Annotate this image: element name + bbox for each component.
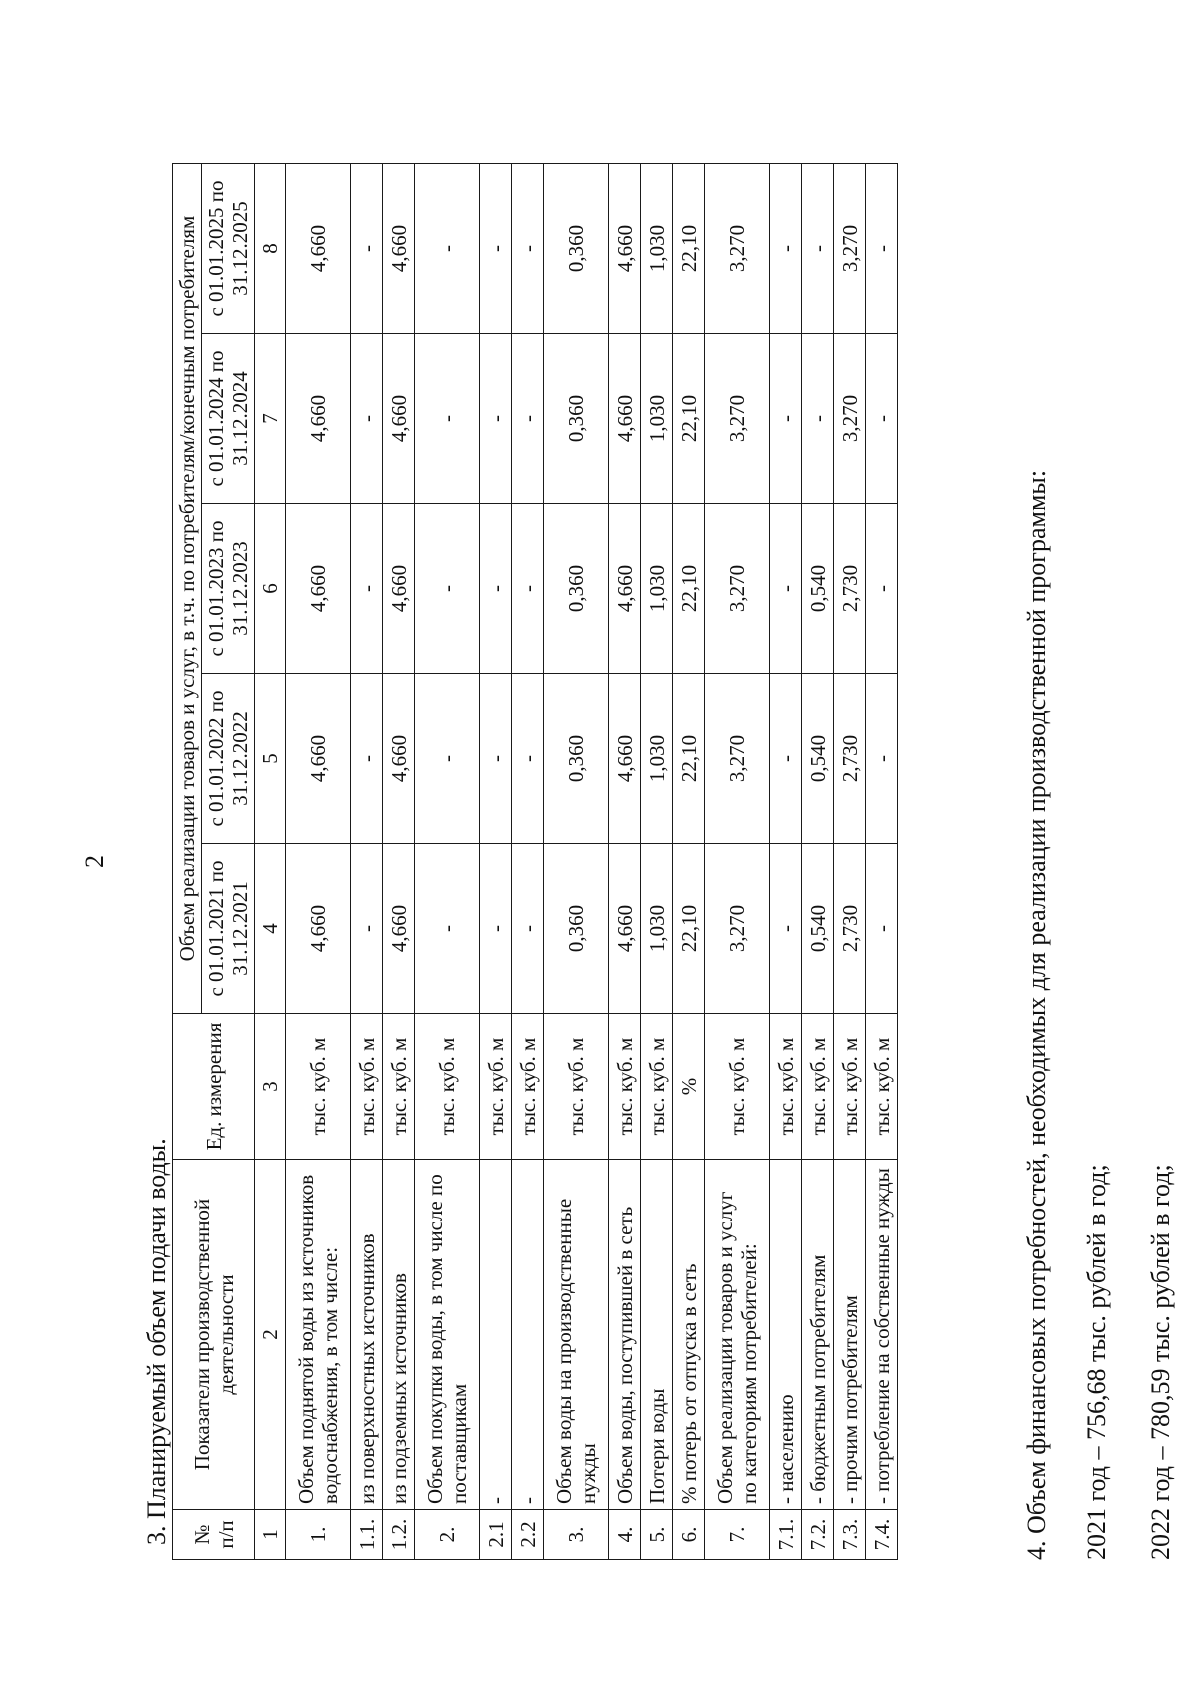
row-number: 7.4. <box>866 1510 898 1560</box>
row-value: 3,270 <box>705 504 770 674</box>
row-indicator: Объем воды на производственные нужды <box>544 1160 609 1510</box>
row-value: 1,030 <box>641 844 673 1014</box>
row-unit: тыс. куб. м <box>286 1014 351 1160</box>
row-value: - <box>351 164 383 334</box>
row-number: 2.2 <box>512 1510 544 1560</box>
row-value: - <box>802 334 834 504</box>
row-value: - <box>770 164 802 334</box>
row-indicator: из поверхностных источников <box>351 1160 383 1510</box>
row-value: - <box>512 334 544 504</box>
row-unit: тыс. куб. м <box>770 1014 802 1160</box>
table-row <box>802 164 834 1560</box>
row-unit: тыс. куб. м <box>480 1014 512 1160</box>
row-value: - <box>866 674 898 844</box>
header-indicator: Показатели производственной деятельности <box>173 1160 255 1510</box>
row-value: - <box>351 674 383 844</box>
row-unit: тыс. куб. м <box>641 1014 673 1160</box>
row-value: 4,660 <box>609 844 641 1014</box>
row-value: - <box>351 504 383 674</box>
column-number: 5 <box>255 674 286 844</box>
water-supply-table <box>172 163 898 1560</box>
row-value: 22,10 <box>673 504 705 674</box>
row-value: 4,660 <box>286 504 351 674</box>
row-value: 4,660 <box>383 674 415 844</box>
table-row <box>641 164 673 1560</box>
row-value: - <box>480 164 512 334</box>
row-number: 1. <box>286 1510 351 1560</box>
row-value: - <box>512 164 544 334</box>
row-value: - <box>512 504 544 674</box>
section-title: 3. Планируемый объем подачи воды. <box>142 1138 171 1545</box>
row-indicator: Потери воды <box>641 1160 673 1510</box>
row-value: - <box>770 674 802 844</box>
table-row <box>480 164 512 1560</box>
header-period: с 01.01.2021 по 31.12.2021 <box>202 844 255 1014</box>
table-row <box>383 164 415 1560</box>
column-number: 4 <box>255 844 286 1014</box>
row-value: 22,10 <box>673 844 705 1014</box>
row-value: - <box>415 844 480 1014</box>
header-unit: Ед. измерения <box>173 1014 255 1160</box>
row-value: 4,660 <box>286 674 351 844</box>
row-value: - <box>415 504 480 674</box>
row-unit: тыс. куб. м <box>834 1014 866 1160</box>
row-value: - <box>480 674 512 844</box>
header-period: с 01.01.2025 по 31.12.2025 <box>202 164 255 334</box>
row-value: 0,540 <box>802 504 834 674</box>
row-value: - <box>770 334 802 504</box>
row-indicator: - <box>480 1160 512 1510</box>
row-value: 1,030 <box>641 504 673 674</box>
row-value: - <box>866 504 898 674</box>
row-number: 1.2. <box>383 1510 415 1560</box>
row-value: 0,540 <box>802 844 834 1014</box>
row-value: - <box>480 504 512 674</box>
row-unit: тыс. куб. м <box>802 1014 834 1160</box>
row-indicator: Объем воды, поступившей в сеть <box>609 1160 641 1510</box>
row-value: - <box>770 504 802 674</box>
row-number: 3. <box>544 1510 609 1560</box>
row-indicator: - потребление на собственные нужды <box>866 1160 898 1510</box>
amount-line: 2022 год – 780,59 тыс. рублей в год; <box>1146 1164 1175 1560</box>
row-number: 6. <box>673 1510 705 1560</box>
row-value: 2,730 <box>834 504 866 674</box>
row-number: 7.2. <box>802 1510 834 1560</box>
column-number-row <box>255 164 286 1560</box>
row-value: - <box>415 164 480 334</box>
table-row <box>351 164 383 1560</box>
row-value: 3,270 <box>705 164 770 334</box>
table-body <box>255 164 898 1560</box>
row-unit: тыс. куб. м <box>351 1014 383 1160</box>
row-indicator: Объем покупки воды, в том числе по поставщикам <box>415 1160 480 1510</box>
row-value: 4,660 <box>383 844 415 1014</box>
row-unit: тыс. куб. м <box>705 1014 770 1160</box>
row-indicator: Объем поднятой воды из источников водоснабжения, в том числе: <box>286 1160 351 1510</box>
column-number: 6 <box>255 504 286 674</box>
row-value: 2,730 <box>834 674 866 844</box>
header-period: с 01.01.2023 по 31.12.2023 <box>202 504 255 674</box>
table-row <box>770 164 802 1560</box>
row-value: 4,660 <box>286 164 351 334</box>
row-value: 3,270 <box>834 334 866 504</box>
row-value: 0,360 <box>544 504 609 674</box>
row-value: - <box>415 674 480 844</box>
row-value: - <box>351 334 383 504</box>
row-value: 4,660 <box>383 164 415 334</box>
header-volume-group: Объем реализации товаров и услуг, в т.ч. по потребителям/конечным потребителям <box>173 164 202 1014</box>
section-heading: 4. Объем финансовых потребностей, необходимых для реализации производственной программы: <box>1022 469 1051 1560</box>
row-value: 0,360 <box>544 164 609 334</box>
row-number: 7. <box>705 1510 770 1560</box>
row-number: 2. <box>415 1510 480 1560</box>
row-value: 1,030 <box>641 674 673 844</box>
row-value: - <box>512 674 544 844</box>
table-row <box>834 164 866 1560</box>
header-period: с 01.01.2022 по 31.12.2022 <box>202 674 255 844</box>
column-number: 8 <box>255 164 286 334</box>
row-value: - <box>866 334 898 504</box>
header-period: с 01.01.2024 по 31.12.2024 <box>202 334 255 504</box>
row-value: 0,360 <box>544 334 609 504</box>
row-value: - <box>866 164 898 334</box>
row-indicator: из подземных источников <box>383 1160 415 1510</box>
row-value: 2,730 <box>834 844 866 1014</box>
row-value: - <box>866 844 898 1014</box>
row-value: 3,270 <box>705 334 770 504</box>
row-value: 4,660 <box>609 164 641 334</box>
row-indicator: - бюджетным потребителям <box>802 1160 834 1510</box>
row-value: 4,660 <box>383 504 415 674</box>
table-row <box>512 164 544 1560</box>
row-value: - <box>415 334 480 504</box>
row-number: 4. <box>609 1510 641 1560</box>
row-value: - <box>480 844 512 1014</box>
row-value: - <box>351 844 383 1014</box>
table-row <box>609 164 641 1560</box>
row-indicator: - населению <box>770 1160 802 1510</box>
row-value: 3,270 <box>834 164 866 334</box>
row-value: 0,540 <box>802 674 834 844</box>
table-row <box>415 164 480 1560</box>
table-row <box>673 164 705 1560</box>
row-number: 5. <box>641 1510 673 1560</box>
row-value: 4,660 <box>286 334 351 504</box>
row-value: 3,270 <box>705 674 770 844</box>
row-value: - <box>770 844 802 1014</box>
column-number: 3 <box>255 1014 286 1160</box>
row-value: - <box>480 334 512 504</box>
row-unit: тыс. куб. м <box>866 1014 898 1160</box>
row-value: 3,270 <box>705 844 770 1014</box>
row-indicator: Объем реализации товаров и услуг по категориям потребителей: <box>705 1160 770 1510</box>
row-number: 7.1. <box>770 1510 802 1560</box>
row-number: 1.1. <box>351 1510 383 1560</box>
column-number: 1 <box>255 1510 286 1560</box>
row-value: 1,030 <box>641 334 673 504</box>
row-value: 22,10 <box>673 164 705 334</box>
row-value: 1,030 <box>641 164 673 334</box>
row-value: 0,360 <box>544 674 609 844</box>
row-number: 7.3. <box>834 1510 866 1560</box>
row-unit: тыс. куб. м <box>609 1014 641 1160</box>
row-value: 4,660 <box>609 504 641 674</box>
row-indicator: % потерь от отпуска в сеть <box>673 1160 705 1510</box>
amount-line: 2021 год – 756,68 тыс. рублей в год; <box>1082 1164 1111 1560</box>
row-value: 22,10 <box>673 674 705 844</box>
row-unit: тыс. куб. м <box>383 1014 415 1160</box>
page-number: 2 <box>80 855 109 868</box>
table-row <box>544 164 609 1560</box>
row-value: 4,660 <box>609 674 641 844</box>
row-value: 4,660 <box>609 334 641 504</box>
row-value: - <box>512 844 544 1014</box>
row-indicator: - прочим потребителям <box>834 1160 866 1510</box>
table-row <box>286 164 351 1560</box>
column-number: 7 <box>255 334 286 504</box>
row-value: 22,10 <box>673 334 705 504</box>
row-value: - <box>802 164 834 334</box>
table-row <box>705 164 770 1560</box>
header-num: № п/п <box>173 1510 255 1560</box>
row-indicator: - <box>512 1160 544 1510</box>
row-number: 2.1 <box>480 1510 512 1560</box>
column-number: 2 <box>255 1160 286 1510</box>
row-unit: тыс. куб. м <box>544 1014 609 1160</box>
row-value: 4,660 <box>286 844 351 1014</box>
row-unit: тыс. куб. м <box>512 1014 544 1160</box>
row-unit: тыс. куб. м <box>415 1014 480 1160</box>
row-unit: % <box>673 1014 705 1160</box>
row-value: 0,360 <box>544 844 609 1014</box>
row-value: 4,660 <box>383 334 415 504</box>
table-row <box>866 164 898 1560</box>
